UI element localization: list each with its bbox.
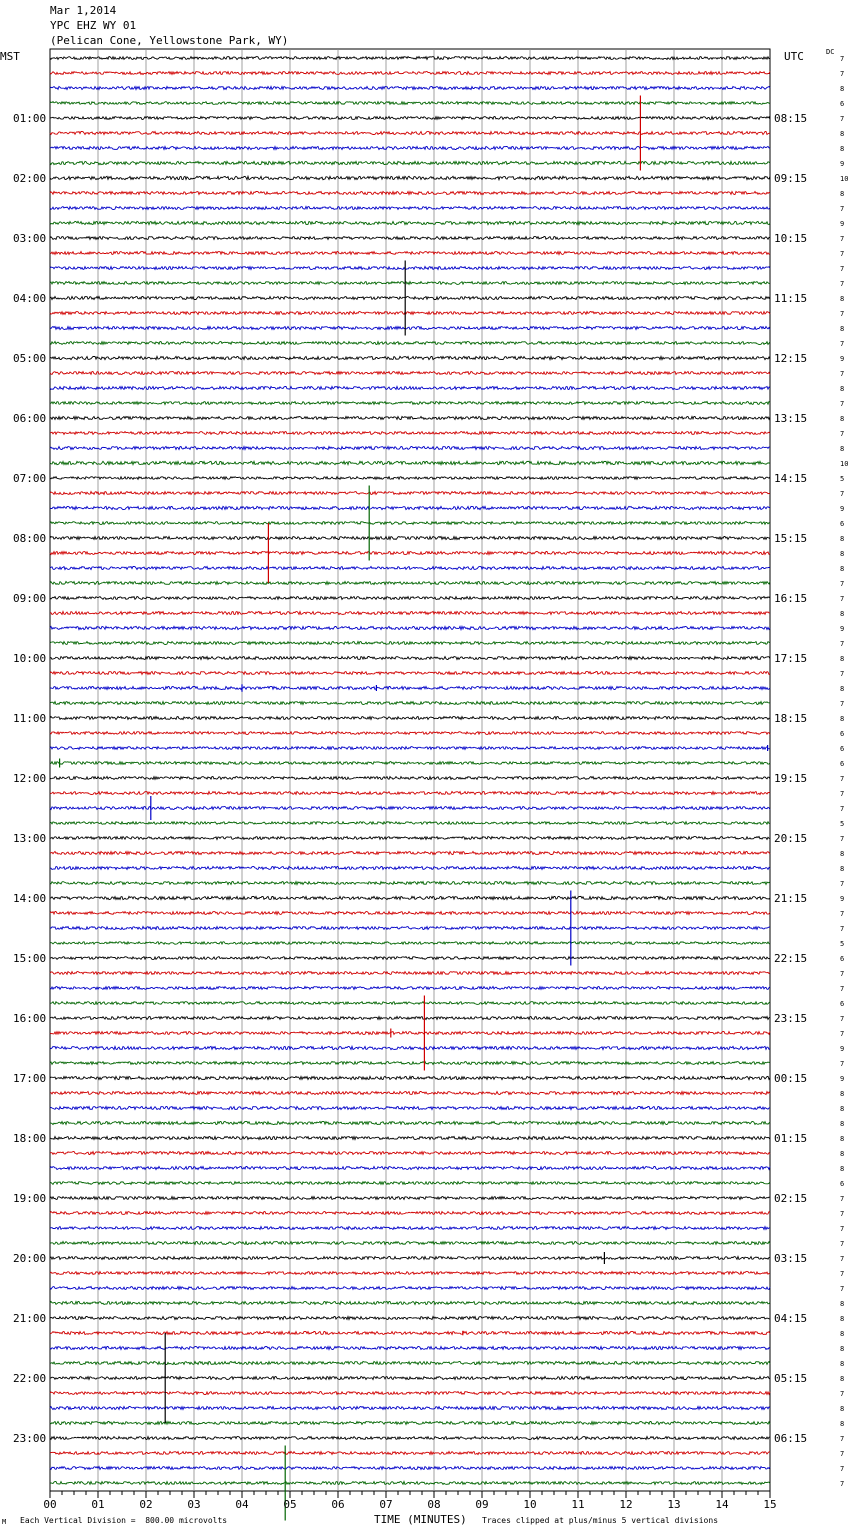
seismic-trace [50, 822, 770, 825]
dc-offset-value: 8 [840, 325, 845, 333]
dc-offset-value: 7 [840, 1195, 845, 1203]
hour-label-right: 06:15 [774, 1432, 808, 1445]
seismic-trace [50, 1302, 770, 1305]
dc-offset-value: 9 [840, 1075, 845, 1083]
hour-label-left: 05:00 [13, 352, 47, 365]
dc-offset-value: 8 [840, 415, 845, 423]
seismic-trace [50, 1422, 770, 1425]
seismic-trace [50, 1182, 770, 1185]
seismic-trace [50, 1137, 770, 1140]
dc-offset-value: 7 [840, 805, 845, 813]
dc-offset-value: 8 [840, 1375, 845, 1383]
seismic-trace [50, 207, 770, 210]
seismic-trace [50, 267, 770, 270]
hour-label-left: 09:00 [13, 592, 47, 605]
seismic-trace [50, 852, 770, 855]
dc-offset-value: 8 [840, 1360, 845, 1368]
seismic-trace [50, 927, 770, 930]
dc-offset-value: 5 [840, 820, 845, 828]
seismic-trace [50, 612, 770, 615]
dc-offset-value: 8 [840, 715, 845, 723]
hour-label-left: 18:00 [13, 1132, 47, 1145]
hour-label-right: 21:15 [774, 892, 808, 905]
seismic-trace [50, 537, 770, 540]
hour-label-left: 04:00 [13, 292, 47, 305]
dc-offset-value: 8 [840, 850, 845, 858]
dc-offset-value: 7 [840, 880, 845, 888]
seismic-trace [50, 161, 770, 164]
dc-offset-value: 7 [840, 1435, 845, 1443]
x-tick-label: 02 [139, 1498, 153, 1511]
x-tick-label: 11 [571, 1498, 585, 1511]
dc-offset-value: 6 [840, 760, 845, 768]
dc-offset-value: 7 [840, 775, 845, 783]
dc-offset-value: 8 [840, 1405, 845, 1413]
dc-offset-value: 8 [840, 865, 845, 873]
hour-label-left: 22:00 [13, 1372, 47, 1385]
seismic-trace [50, 672, 770, 675]
seismic-trace [50, 1482, 770, 1485]
x-tick-label: 05 [283, 1498, 297, 1511]
seismic-trace [50, 1242, 770, 1245]
dc-offset-value: 7 [840, 1030, 845, 1038]
dc-offset-value: 7 [840, 55, 845, 63]
seismic-trace [50, 972, 770, 975]
dc-offset-value: 7 [840, 1285, 845, 1293]
dc-offset-value: 7 [840, 1240, 845, 1248]
dc-offset-value: 7 [840, 640, 845, 648]
dc-offset-value: 7 [840, 340, 845, 348]
seismic-trace [50, 1107, 770, 1110]
dc-offset-header: DC [826, 48, 835, 56]
seismic-trace [50, 1257, 770, 1260]
seismic-trace [50, 461, 770, 464]
dc-offset-value: 8 [840, 1120, 845, 1128]
station-name: YPC EHZ WY 01 [50, 19, 137, 32]
dc-offset-value: 8 [840, 1090, 845, 1098]
seismic-trace [50, 1407, 770, 1410]
dc-offset-value: 8 [840, 1330, 845, 1338]
hour-label-left: 17:00 [13, 1072, 47, 1085]
seismic-trace [50, 87, 770, 90]
seismic-trace [50, 1122, 770, 1125]
seismic-trace [50, 1167, 770, 1170]
station-location: (Pelican Cone, Yellowstone Park, WY) [50, 34, 289, 47]
hour-label-right: 19:15 [774, 772, 808, 785]
hour-label-right: 17:15 [774, 652, 808, 665]
dc-offset-value: 8 [840, 1150, 845, 1158]
dc-offset-value: 7 [840, 250, 845, 258]
seismic-trace [50, 747, 770, 750]
seismic-trace [50, 957, 770, 960]
hour-label-right: 14:15 [774, 472, 808, 485]
dc-offset-value: 8 [840, 85, 845, 93]
hour-label-left: 12:00 [13, 772, 47, 785]
dc-offset-value: 5 [840, 940, 845, 948]
seismic-trace [50, 417, 770, 420]
seismic-trace [50, 1212, 770, 1215]
corner-mark: M [2, 1518, 7, 1526]
dc-offset-value: 7 [840, 925, 845, 933]
dc-offset-value: 7 [840, 790, 845, 798]
hour-label-right: 10:15 [774, 232, 808, 245]
seismic-trace [50, 1032, 770, 1035]
x-tick-label: 08 [427, 1498, 441, 1511]
seismic-trace [50, 582, 770, 585]
hour-label-left: 14:00 [13, 892, 47, 905]
seismic-trace [50, 1017, 770, 1020]
seismic-trace [50, 72, 770, 75]
dc-offset-value: 7 [840, 1225, 845, 1233]
x-tick-label: 13 [667, 1498, 681, 1511]
seismic-trace [50, 942, 770, 945]
seismic-trace [50, 687, 770, 690]
hour-label-left: 15:00 [13, 952, 47, 965]
dc-offset-value: 8 [840, 1105, 845, 1113]
seismic-trace [50, 492, 770, 495]
seismic-trace [50, 356, 770, 359]
dc-offset-value: 6 [840, 520, 845, 528]
x-tick-label: 04 [235, 1498, 249, 1511]
dc-offset-value: 9 [840, 355, 845, 363]
seismic-trace [50, 896, 770, 899]
x-tick-label: 14 [715, 1498, 729, 1511]
hour-label-left: 10:00 [13, 652, 47, 665]
dc-offset-value: 6 [840, 1180, 845, 1188]
dc-offset-value: 9 [840, 160, 845, 168]
seismic-trace [50, 192, 770, 195]
dc-offset-value: 7 [840, 970, 845, 978]
seismic-trace [50, 1392, 770, 1395]
dc-offset-value: 8 [840, 535, 845, 543]
seismic-trace [50, 912, 770, 915]
hour-label-right: 13:15 [774, 412, 808, 425]
hour-label-right: 12:15 [774, 352, 808, 365]
dc-offset-value: 7 [840, 370, 845, 378]
seismic-trace [50, 57, 770, 60]
dc-offset-value: 9 [840, 505, 845, 513]
seismic-trace [50, 402, 770, 405]
x-tick-label: 01 [91, 1498, 105, 1511]
seismic-trace [50, 1002, 770, 1005]
hour-label-right: 01:15 [774, 1132, 808, 1145]
hour-label-right: 04:15 [774, 1312, 808, 1325]
dc-offset-value: 6 [840, 100, 845, 108]
seismic-trace [50, 717, 770, 720]
hour-label-right: 02:15 [774, 1192, 808, 1205]
dc-offset-value: 8 [840, 130, 845, 138]
x-tick-label: 00 [43, 1498, 57, 1511]
seismic-trace [50, 237, 770, 240]
dc-offset-value: 7 [840, 985, 845, 993]
hour-label-right: 08:15 [774, 112, 808, 125]
dc-offset-value: 8 [840, 655, 845, 663]
dc-offset-value: 7 [840, 1390, 845, 1398]
dc-offset-value: 7 [840, 235, 845, 243]
dc-offset-value: 7 [840, 1060, 845, 1068]
hour-label-left: 01:00 [13, 112, 47, 125]
dc-offset-value: 7 [840, 115, 845, 123]
dc-offset-value: 8 [840, 1420, 845, 1428]
seismic-trace [50, 702, 770, 705]
x-tick-label: 12 [619, 1498, 633, 1511]
dc-offset-value: 7 [840, 70, 845, 78]
dc-offset-value: 7 [840, 310, 845, 318]
dc-offset-value: 7 [840, 910, 845, 918]
hour-label-left: 03:00 [13, 232, 47, 245]
seismic-trace [50, 297, 770, 300]
seismic-trace [50, 867, 770, 870]
seismic-trace [50, 1362, 770, 1365]
dc-offset-value: 8 [840, 1300, 845, 1308]
dc-offset-value: 8 [840, 145, 845, 153]
dc-offset-value: 8 [840, 385, 845, 393]
x-tick-label: 09 [475, 1498, 489, 1511]
seismic-trace [50, 1062, 770, 1065]
dc-offset-value: 7 [840, 1015, 845, 1023]
seismic-trace [50, 342, 770, 345]
dc-offset-value: 8 [840, 1345, 845, 1353]
x-tick-label: 06 [331, 1498, 345, 1511]
seismic-trace [50, 312, 770, 315]
seismic-trace [50, 626, 770, 629]
hour-label-right: 15:15 [774, 532, 808, 545]
seismic-trace [50, 1046, 770, 1049]
seismic-trace [50, 432, 770, 435]
hour-label-left: 21:00 [13, 1312, 47, 1325]
hour-label-right: 18:15 [774, 712, 808, 725]
dc-offset-value: 8 [840, 1135, 845, 1143]
dc-offset-value: 7 [840, 490, 845, 498]
hour-label-left: 07:00 [13, 472, 47, 485]
seismic-trace [50, 1437, 770, 1440]
seismic-trace [50, 252, 770, 255]
dc-offset-value: 7 [840, 1480, 845, 1488]
dc-offset-value: 8 [840, 190, 845, 198]
dc-offset-value: 8 [840, 1315, 845, 1323]
seismic-trace [50, 657, 770, 660]
seismic-trace [50, 837, 770, 840]
hour-label-left: 11:00 [13, 712, 47, 725]
hour-label-left: 08:00 [13, 532, 47, 545]
seismic-trace [50, 1197, 770, 1200]
dc-offset-value: 7 [840, 580, 845, 588]
hour-label-left: 20:00 [13, 1252, 47, 1265]
dc-offset-value: 7 [840, 595, 845, 603]
seismic-trace [50, 132, 770, 135]
seismic-trace [50, 176, 770, 179]
hour-label-right: 05:15 [774, 1372, 808, 1385]
dc-offset-value: 7 [840, 400, 845, 408]
hour-label-right: 00:15 [774, 1072, 808, 1085]
dc-offset-value: 5 [840, 475, 845, 483]
seismic-trace [50, 1152, 770, 1155]
x-tick-label: 15 [763, 1498, 777, 1511]
seismic-trace [50, 327, 770, 330]
seismic-trace [50, 372, 770, 375]
seismic-trace [50, 1452, 770, 1455]
seismic-trace [50, 1347, 770, 1350]
seismic-trace [50, 221, 770, 224]
seismic-trace [50, 477, 770, 480]
seismic-trace [50, 447, 770, 450]
hour-label-left: 02:00 [13, 172, 47, 185]
dc-offset-value: 7 [840, 1210, 845, 1218]
dc-offset-value: 9 [840, 625, 845, 633]
seismic-trace [50, 882, 770, 885]
seismic-trace [50, 597, 770, 600]
dc-offset-value: 7 [840, 835, 845, 843]
dc-offset-value: 8 [840, 550, 845, 558]
hour-label-right: 20:15 [774, 832, 808, 845]
seismic-trace [50, 1317, 770, 1320]
dc-offset-value: 7 [840, 1255, 845, 1263]
dc-offset-value: 7 [840, 205, 845, 213]
hour-label-right: 11:15 [774, 292, 808, 305]
scale-note: Each Vertical Division = 800.00 microvolts [20, 1516, 228, 1525]
hour-label-left: 06:00 [13, 412, 47, 425]
dc-offset-value: 10 [840, 460, 849, 468]
dc-offset-value: 7 [840, 670, 845, 678]
seismic-trace [50, 762, 770, 765]
x-tick-label: 07 [379, 1498, 393, 1511]
dc-offset-value: 6 [840, 730, 845, 738]
hour-label-left: 19:00 [13, 1192, 47, 1205]
seismic-trace [50, 1287, 770, 1290]
seismic-trace [50, 732, 770, 735]
dc-offset-value: 8 [840, 685, 845, 693]
seismic-trace [50, 777, 770, 780]
seismic-trace [50, 1092, 770, 1095]
seismic-trace [50, 1227, 770, 1230]
seismic-trace [50, 282, 770, 285]
dc-offset-value: 6 [840, 1000, 845, 1008]
seismic-trace [50, 147, 770, 150]
dc-offset-value: 7 [840, 1465, 845, 1473]
hour-label-right: 16:15 [774, 592, 808, 605]
dc-offset-value: 9 [840, 895, 845, 903]
dc-offset-value: 7 [840, 430, 845, 438]
hour-label-left: 13:00 [13, 832, 47, 845]
seismic-trace [50, 552, 770, 555]
seismic-trace [50, 102, 770, 105]
dc-offset-value: 9 [840, 220, 845, 228]
hour-label-right: 09:15 [774, 172, 808, 185]
dc-offset-value: 8 [840, 295, 845, 303]
dc-offset-value: 9 [840, 1045, 845, 1053]
clip-note: Traces clipped at plus/minus 5 vertical divisions [482, 1516, 719, 1525]
hour-label-left: 23:00 [13, 1432, 47, 1445]
hour-label-right: 22:15 [774, 952, 808, 965]
seismic-trace [50, 1272, 770, 1275]
seismic-trace [50, 506, 770, 509]
seismic-trace [50, 522, 770, 525]
seismic-trace [50, 807, 770, 810]
dc-offset-value: 7 [840, 1270, 845, 1278]
hour-label-left: 16:00 [13, 1012, 47, 1025]
hour-label-right: 03:15 [774, 1252, 808, 1265]
seismic-trace [50, 642, 770, 645]
seismic-trace [50, 1377, 770, 1380]
dc-offset-value: 7 [840, 265, 845, 273]
seismic-trace [50, 567, 770, 570]
dc-offset-value: 8 [840, 1165, 845, 1173]
hour-label-right: 23:15 [774, 1012, 808, 1025]
x-tick-label: 10 [523, 1498, 537, 1511]
seismic-trace [50, 987, 770, 990]
dc-offset-value: 7 [840, 280, 845, 288]
x-axis-title: TIME (MINUTES) [374, 1513, 467, 1526]
seismic-trace [50, 117, 770, 120]
plot-frame [50, 49, 770, 1491]
dc-offset-value: 10 [840, 175, 849, 183]
seismic-trace [50, 387, 770, 390]
dc-offset-value: 8 [840, 565, 845, 573]
seismic-trace [50, 1076, 770, 1079]
dc-offset-value: 8 [840, 445, 845, 453]
dc-offset-value: 7 [840, 700, 845, 708]
seismic-trace [50, 792, 770, 795]
seismic-trace [50, 1467, 770, 1470]
plot-date: Mar 1,2014 [50, 4, 117, 17]
right-timezone-label: UTC [784, 50, 804, 63]
x-tick-label: 03 [187, 1498, 201, 1511]
dc-offset-value: 8 [840, 610, 845, 618]
dc-offset-value: 7 [840, 1450, 845, 1458]
dc-offset-value: 6 [840, 745, 845, 753]
seismic-trace [50, 1332, 770, 1335]
left-timezone-label: MST [0, 50, 20, 63]
dc-offset-value: 6 [840, 955, 845, 963]
